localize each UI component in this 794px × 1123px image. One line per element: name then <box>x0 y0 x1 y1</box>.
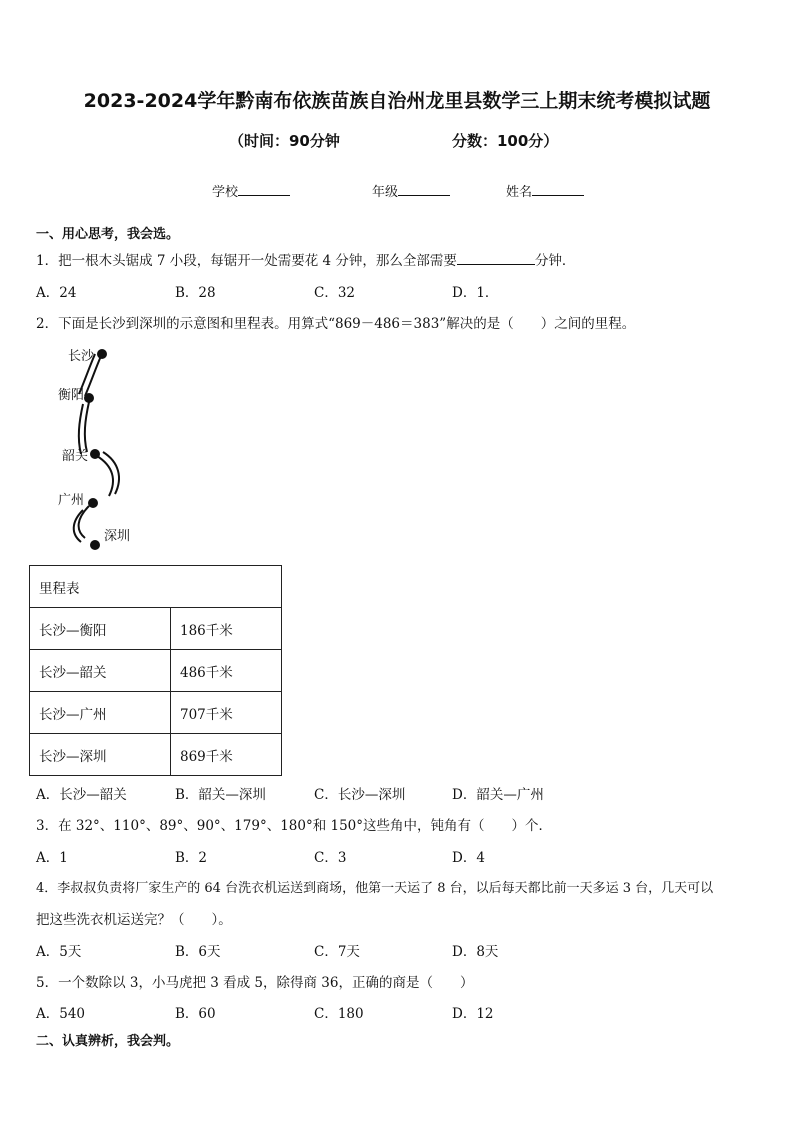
q1-option-a[interactable]: A．24 <box>36 285 77 301</box>
question-4-line-2: 把这些洗衣机运送完？（ ）。 <box>36 912 232 928</box>
q5-option-b[interactable]: B．60 <box>175 1006 216 1022</box>
school-label: 学校 <box>212 185 239 200</box>
map-label-shenzhen: 深圳 <box>104 529 131 544</box>
name-field <box>506 181 584 200</box>
map-dot-guangzhou <box>88 498 98 508</box>
exam-time: （时间：90分钟 <box>229 132 340 150</box>
table-row <box>30 692 282 734</box>
grade-blank[interactable] <box>398 183 450 196</box>
question-1-text: 1．把一根木头锯成 7 小段，每锯开一处需要花 4 分钟，那么全部需要 <box>36 253 457 269</box>
page-title: 2023-2024学年黔南布依族苗族自治州龙里县数学三上期末统考模拟试题 <box>83 90 711 112</box>
school-blank[interactable] <box>238 183 290 196</box>
route-cell: 长沙—衡阳 <box>30 608 171 650</box>
map-dot-shenzhen <box>90 540 100 550</box>
table-header-row <box>30 566 282 608</box>
q2-option-a[interactable]: A．长沙—韶关 <box>36 787 127 803</box>
name-blank[interactable] <box>532 183 584 196</box>
question-4-line-1: 4．李叔叔负责将厂家生产的 64 台洗衣机运送到商场，他第一天运了 8 台，以后每天都比前一天多运 3 台，几天可以 <box>36 881 714 896</box>
table-row <box>30 608 282 650</box>
distance-cell: 186千米 <box>171 608 282 650</box>
q5-option-a[interactable]: A．540 <box>36 1006 86 1022</box>
table-row <box>30 734 282 776</box>
q5-option-d[interactable]: D．12 <box>452 1006 494 1022</box>
map-dot-hengyang <box>84 393 94 403</box>
table-row <box>30 650 282 692</box>
distance-cell: 869千米 <box>171 734 282 776</box>
distance-cell: 486千米 <box>171 650 282 692</box>
grade-field <box>372 181 450 200</box>
map-dot-shaoguan <box>90 449 100 459</box>
question-2: 2．下面是长沙到深圳的示意图和里程表。用算式“869－486＝383”解决的是（ ）之间的里程。 <box>36 316 636 332</box>
q4-option-a[interactable]: A．5天 <box>36 944 82 960</box>
q3-option-d[interactable]: D．4 <box>452 850 485 866</box>
section-2-heading: 二、认真辨析，我会判。 <box>36 1034 180 1049</box>
question-5: 5．一个数除以 3，小马虎把 3 看成 5，除得商 36，正确的商是（ ） <box>36 975 474 991</box>
map-dot-changsha <box>97 349 107 359</box>
q1-option-d[interactable]: D．1． <box>452 285 499 301</box>
map-label-changsha: 长沙 <box>68 349 95 364</box>
map-label-guangzhou: 广州 <box>58 493 85 508</box>
route-cell: 长沙—深圳 <box>30 734 171 776</box>
q3-option-a[interactable]: A．1 <box>36 850 68 866</box>
question-1-blank[interactable] <box>457 250 535 265</box>
q2-option-c[interactable]: C．长沙—深圳 <box>314 787 406 803</box>
map-label-hengyang: 衡阳 <box>58 388 85 403</box>
q3-option-c[interactable]: C．3 <box>314 850 347 866</box>
question-3: 3．在 32°、110°、89°、90°、179°、180°和 150°这些角中，钝角有（ ）个． <box>36 818 553 834</box>
route-cell: 长沙—广州 <box>30 692 171 734</box>
q2-option-d[interactable]: D．韶关—广州 <box>452 787 544 803</box>
route-cell: 长沙—韶关 <box>30 650 171 692</box>
exam-score: 分数：100分） <box>452 132 559 150</box>
map-label-shaoguan: 韶关 <box>62 449 89 464</box>
table-header: 里程表 <box>30 566 282 608</box>
q4-option-b[interactable]: B．6天 <box>175 944 221 960</box>
section-1-heading: 一、用心思考，我会选。 <box>36 227 180 242</box>
question-1-text-end: 分钟． <box>534 253 576 269</box>
name-label: 姓名 <box>506 185 533 200</box>
q4-option-d[interactable]: D．8天 <box>452 944 499 960</box>
q2-option-b[interactable]: B．韶关—深圳 <box>175 787 266 803</box>
distance-cell: 707千米 <box>171 692 282 734</box>
question-1 <box>36 249 575 269</box>
mileage-table <box>29 565 282 776</box>
grade-label: 年级 <box>372 185 399 200</box>
school-field <box>212 181 290 200</box>
q1-option-c[interactable]: C．32 <box>314 285 356 301</box>
q4-option-c[interactable]: C．7天 <box>314 944 360 960</box>
q5-option-c[interactable]: C．180 <box>314 1006 364 1022</box>
q3-option-b[interactable]: B．2 <box>175 850 208 866</box>
q1-option-b[interactable]: B．28 <box>175 285 216 301</box>
